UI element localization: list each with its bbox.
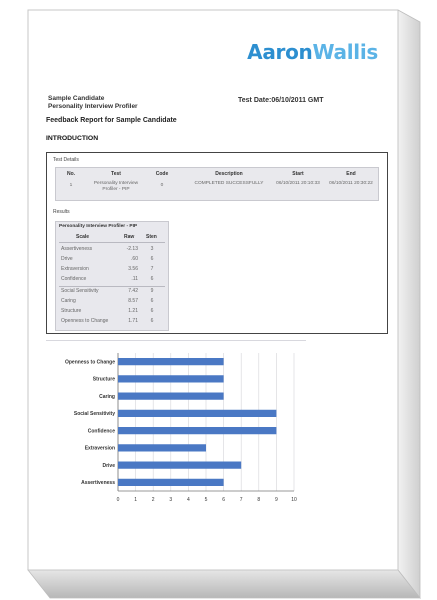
category-label: Caring <box>99 393 115 400</box>
col-test: Test <box>111 171 121 177</box>
sten-bar-chart <box>46 340 306 531</box>
x-tick-label: 6 <box>222 497 225 503</box>
category-label: Confidence <box>87 428 115 435</box>
category-label: Social Sensitivity <box>73 411 115 418</box>
report-title: Feedback Report for Sample Candidate <box>46 117 177 124</box>
test-details-table <box>55 167 379 201</box>
bar <box>118 410 276 417</box>
candidate-header <box>48 95 138 111</box>
candidate-name: Sample Candidate <box>48 95 105 102</box>
category-label: Structure <box>92 376 115 383</box>
bar <box>118 427 276 434</box>
table-row: Structure 1.21 6 <box>61 308 154 314</box>
bar <box>118 444 206 451</box>
section-heading: INTRODUCTION <box>46 135 99 142</box>
bar <box>118 462 241 469</box>
bar <box>118 375 224 382</box>
header-divider <box>59 242 165 243</box>
table-row: Drive .60 6 <box>61 256 154 262</box>
col-raw: Raw <box>124 234 135 240</box>
category-label: Extraversion <box>84 445 115 452</box>
group-divider <box>59 286 165 287</box>
table-row: Extraversion 3.56 7 <box>61 266 154 272</box>
row-test: Personality Interview Profiler - PIP <box>93 181 139 192</box>
scale-table <box>55 221 169 331</box>
results-panel <box>46 152 388 334</box>
x-tick-label: 2 <box>151 497 155 503</box>
scale-table-title: Personality Interview Profiler - PIP <box>59 224 138 229</box>
x-tick-label: 7 <box>239 497 243 503</box>
table-row: Social Sensitivity 7.42 9 <box>61 288 154 294</box>
x-tick-label: 3 <box>169 497 173 503</box>
x-tick-label: 9 <box>275 497 278 503</box>
col-end: End <box>346 171 356 177</box>
bar <box>118 479 224 486</box>
x-tick-label: 5 <box>204 497 208 503</box>
report-page <box>28 10 398 570</box>
test-details-label: Test Details <box>53 157 79 163</box>
col-no: No. <box>66 171 76 177</box>
test-date: Test Date:06/10/2011 GMT <box>238 97 324 104</box>
col-code: Code <box>155 171 169 177</box>
x-tick-label: 4 <box>187 497 190 503</box>
row-code: 0 <box>160 183 164 188</box>
x-tick-label: 10 <box>291 497 297 503</box>
row-description: COMPLETED SUCCESSFULLY <box>194 181 264 186</box>
chart-svg <box>46 341 306 531</box>
category-label: Assertiveness <box>81 480 115 487</box>
col-description: Description <box>215 171 243 177</box>
x-tick-label: 8 <box>257 497 261 503</box>
row-no: 1 <box>69 183 73 188</box>
test-name: Personality Interview Profiler <box>48 103 138 110</box>
bar <box>118 358 224 365</box>
table-row: Openness to Change 1.71 6 <box>61 318 154 324</box>
table-row: Caring 8.57 6 <box>61 298 154 304</box>
row-end: 06/10/2011 20:30:22 <box>329 181 373 186</box>
bar <box>118 393 224 400</box>
col-sten: Sten <box>146 234 157 240</box>
category-label: Drive <box>102 462 115 469</box>
x-tick-label: 1 <box>134 497 137 503</box>
aaron-wallis-logo: AaronWallis <box>247 40 378 64</box>
table-row: Confidence .11 6 <box>61 276 154 282</box>
row-start: 06/10/2011 20:10:33 <box>276 181 320 186</box>
category-label: Openness to Change <box>64 359 115 366</box>
table-row: Assertiveness -2.13 3 <box>61 246 154 252</box>
x-tick-label: 0 <box>116 497 120 503</box>
results-label: Results <box>53 209 70 215</box>
col-start: Start <box>292 171 304 177</box>
col-scale: Scale <box>76 234 90 240</box>
